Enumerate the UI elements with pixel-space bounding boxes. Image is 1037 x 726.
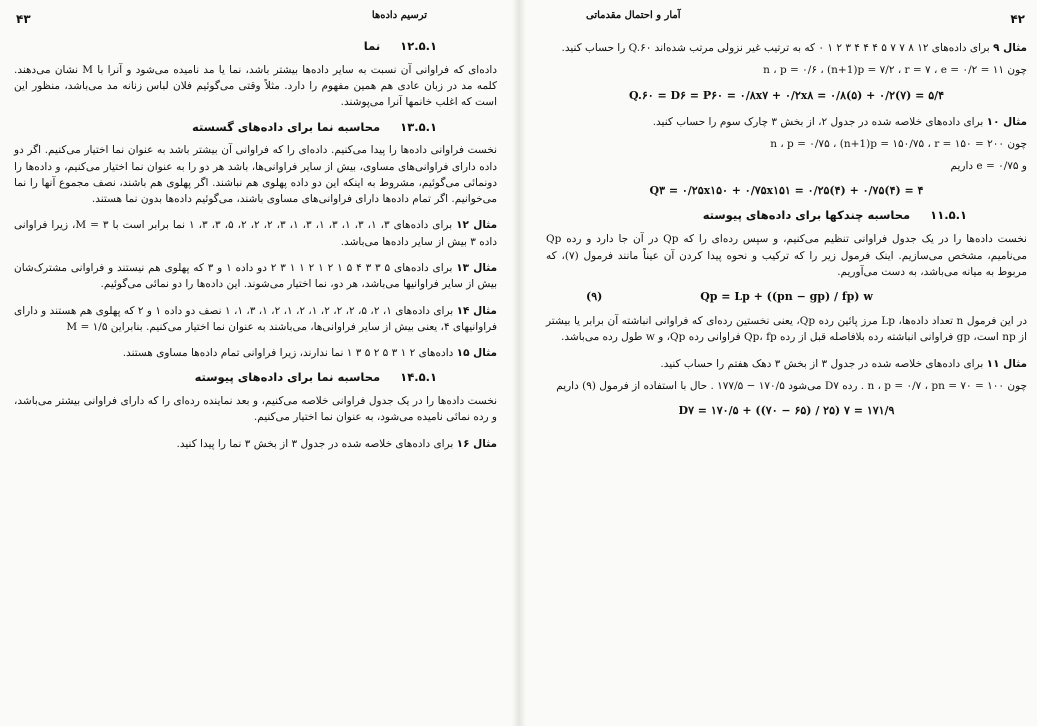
example-label: مثال ۱۰ <box>986 115 1027 128</box>
example-11 <box>546 356 1027 372</box>
formula-number: (۹) <box>586 290 603 304</box>
section-heading-14 <box>14 369 437 387</box>
example-text: برای داده‌های ۳، ۱، ۳، ۱، ۳، ۱، ۳، ۱، ۳، ۲، ۲، ۲، ۵، ۳، ۳، ۱ نما برابر است با ۳ = M، زیرا فراوانی داده ۳ بیش از سایر داده‌ها می‌باشد. <box>14 219 497 248</box>
example-label: مثال ۹ <box>993 42 1027 54</box>
formula-expression: Qp = Lp + ((pn − gp) / fp) w <box>700 290 873 304</box>
example-text: برای داده‌های ۱، ۲، ۵، ۲، ۲، ۲، ۱، ۲، ۱، ۲، ۱، ۳، ۱، ۱ نصف دو داده ۱ و ۲ که پهلوی هم هستند و دارای فراوانیهای ۴، یعنی بیش از سایر فراوانی‌ها، می‌باشند به عنوان نما اختیار می‌کنیم. بنابراین ۱/۵ = M <box>14 304 497 333</box>
example-text: داده‌های ۲ ۱ ۳ ۵ ۲ ۵ ۳ ۱ نما ندارند، زیرا فراوانی تمام داده‌ها مساوی هستند. <box>122 347 454 360</box>
section-number: ۱۱.۵.۱ <box>930 208 967 223</box>
section-number: ۱۲.۵.۱ <box>400 39 437 53</box>
example-label: مثال ۱۴ <box>456 304 497 317</box>
paragraph-mode-definition: داده‌ای که فراوانی آن نسبت به سایر داده‌ها بیشتر باشد، نما یا مد نامیده می‌شود و آنرا با M نشان می‌دهند. کلمه مد در زبان عادی هم همین مفهوم را دارد. مثلاً وقتی می‌گوئیم فلان لباس زنانه مد می‌باشد، منظور این است که اغلب خانمها آنرا می‌پوشند. <box>14 63 497 109</box>
example-16 <box>14 436 497 452</box>
example-9 <box>546 40 1027 56</box>
example-10-formula: Q۳ = ۰/۲۵x۱۵۰ + ۰/۷۵x۱۵۱ = ۰/۲۵(۴) + ۰/۷۵(۴) = ۴ <box>649 184 924 198</box>
section-title: محاسبه چندکها برای داده‌های پیوسته <box>702 208 911 223</box>
section-title: محاسبه نما برای داده‌های گسسته <box>192 119 381 134</box>
example-text: برای داده‌های ۱۲ ۸ ۷ ۷ ۵ ۴ ۴ ۴ ۳ ۲ ۱ ۰ که به ترتیب غیر نزولی مرتب شده‌اند Q.۶۰ را حساب کنید. <box>561 42 990 54</box>
section-heading-12 <box>14 38 437 56</box>
section-number: ۱۳.۵.۱ <box>400 119 437 134</box>
example-9-formula: Q.۶۰ = D۶ = P۶۰ = ۰/۸x۷ + ۰/۲x۸ = ۰/۸(۵) + ۰/۲(۷) = ۵/۴ <box>628 88 945 102</box>
example-11-given: چون ۱۰۰ = n ، p = ۰/۷ ، pn = ۷۰ . رده D۷ می‌شود ۱۷۰/۵ − ۱۷۷/۵ . حال با استفاده از فرمول (۹) داریم <box>556 379 1027 392</box>
example-label: مثال ۱۳ <box>456 262 498 275</box>
left-page <box>0 0 515 726</box>
page-number: ۴۲ <box>1010 12 1025 26</box>
page-header <box>546 8 1027 30</box>
example-text: برای داده‌های خلاصه شده در جدول ۲، از بخش ۳ چارک سوم را حساب کنید. <box>652 115 984 128</box>
example-label: مثال ۱۵ <box>456 347 497 360</box>
example-label: مثال ۱۶ <box>456 437 497 450</box>
formula-9 <box>546 288 1027 305</box>
example-label: مثال ۱۱ <box>986 357 1027 370</box>
example-text: برای داده‌های خلاصه شده در جدول ۳ از بخش ۳ نما را پیدا کنید. <box>176 437 454 450</box>
example-10 <box>546 114 1027 130</box>
paragraph-formula-explanation: در این فرمول n تعداد داده‌ها، Lp مرز پائین رده Qp، یعنی نخستین رده‌ای که فراوانی انباشته آن برابر یا بیشتر از np است، gp فراوانی انباشته رده بلافاصله قبل از رده Qp، fp فراوانی رده Qp، و w طول رده می‌باشد. <box>546 315 1027 344</box>
section-number: ۱۴.۵.۱ <box>400 370 437 385</box>
right-page <box>522 0 1037 726</box>
running-title: آمار و احتمال مقدماتی <box>586 10 681 21</box>
example-14 <box>14 303 497 336</box>
example-label: مثال ۱۲ <box>456 219 498 232</box>
section-heading-11 <box>546 207 967 225</box>
page-number: ۴۳ <box>16 12 31 26</box>
example-12 <box>14 217 497 250</box>
section-title: نما <box>363 39 381 53</box>
section-heading-13 <box>14 119 437 137</box>
paragraph-continuous-mode: نخست داده‌ها را در یک جدول فراوانی خلاصه می‌کنیم، و بعد نماینده رده‌ای را که دارای فراوانی بیشتر می‌باشد، و رده نمائی نامیده می‌شود، به عنوان نما اختیار می‌کنیم. <box>14 395 497 424</box>
example-15 <box>14 345 497 361</box>
example-13 <box>14 260 497 293</box>
example-text: برای داده‌های ۵ ۳ ۳ ۴ ۵ ۱ ۲ ۱ ۲ ۱ ۱ ۳ ۲ دو داده ۱ و ۳ که پهلوی هم نیستند و فراوانی مشترک‌شان بیش از سایر فراوانیها می‌باشد، هر دو، نما اختیار می‌شوند. این داده‌ها را دو نمائی می‌گوئیم. <box>14 262 497 291</box>
running-title: ترسیم داده‌ها <box>371 10 427 21</box>
example-11-formula: D۷ = ۱۷۰/۵ + ((۷۰ − ۶۵) / ۲۵) ۷ = ۱۷۱/۹ <box>678 404 895 418</box>
section-title: محاسبه نما برای داده‌های پیوسته <box>194 370 381 385</box>
example-10-given-2: و ۰/۷۵ = e داریم <box>950 160 1027 173</box>
page-header <box>14 8 497 30</box>
paragraph-discrete-mode: نخست فراوانی داده‌ها را پیدا می‌کنیم. داده‌ای را که فراوانی آن بیشتر باشد به عنوان نما اختیار می‌کنیم. اگر دو داده دارای فراوانی‌های مساوی، بیش از سایر فراوانی‌ها، باشد هر دو را به عنوان نما اختیار می‌کنیم، و داده‌ها را دونمائی می‌گوئیم، مشروط به اینکه این دو داده پهلوی هم نباشند. اگر پهلوی هم باشند، نصف مجموع آنها را نما می‌خوانیم. اگر تمام داده‌ها دارای فراوانی‌های مساوی باشند، می‌گوئیم داده‌ها بدون نما هستند. <box>14 144 497 206</box>
example-text: برای داده‌های خلاصه شده در جدول ۳ از بخش ۳ دهک هفتم را حساب کنید. <box>660 357 984 370</box>
example-9-given: چون ۱۱ = n ، p = ۰/۶ ، (n+1)p = ۷/۲ ، r = ۷ ، e = ۰/۲ <box>763 64 1027 77</box>
paragraph-continuous-quantiles: نخست داده‌ها را در یک جدول فراوانی تنظیم می‌کنیم، و سپس رده‌ای را که Qp در آن جا دارد و رده Qp می‌نامیم، مشخص می‌سازیم. اینک فرمول زیر را که ترکیب و نحوه پیدا کردن آن عیناً مانند فرمول (۷)، که مربوط به میانه می‌باشد، به دست می‌آوریم. <box>546 233 1028 278</box>
example-10-given: چون ۲۰۰ = n ، p = ۰/۷۵ ، (n+1)p = ۱۵۰/۷۵ ، r = ۱۵۰ <box>770 137 1027 150</box>
